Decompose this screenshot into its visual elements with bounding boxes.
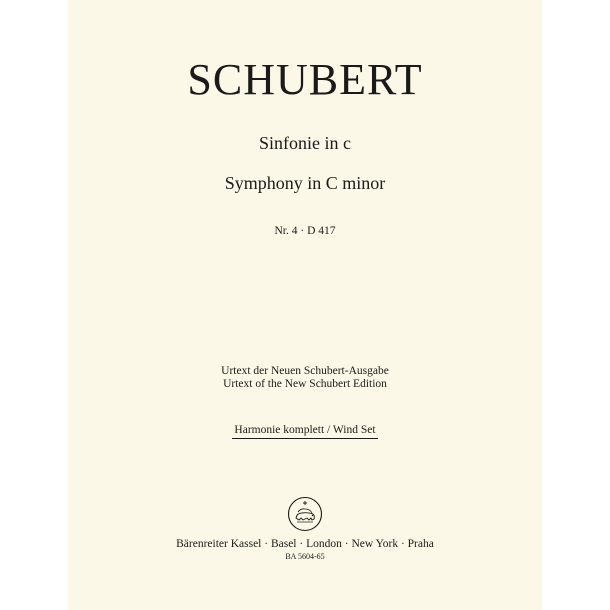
baerenreiter-bear-logo-icon [287, 496, 323, 532]
score-cover [68, 0, 542, 610]
urtext-note [68, 365, 542, 391]
order-number: BA 5604-65 [285, 552, 325, 561]
title-german: Sinfonie in c [259, 133, 351, 153]
publisher-line: Bärenreiter Kassel · Basel · London · New York · Praha [176, 538, 434, 550]
catalog-number: Nr. 4 · D 417 [274, 225, 336, 237]
composer-name: SCHUBERT [187, 55, 423, 104]
title-english: Symphony in C minor [224, 173, 386, 193]
edition-label: Harmonie komplett / Wind Set [232, 423, 377, 439]
urtext-english: Urtext of the New Schubert Edition [223, 378, 387, 390]
edition-block [68, 420, 542, 439]
urtext-german: Urtext der Neuen Schubert-Ausgabe [221, 365, 389, 377]
